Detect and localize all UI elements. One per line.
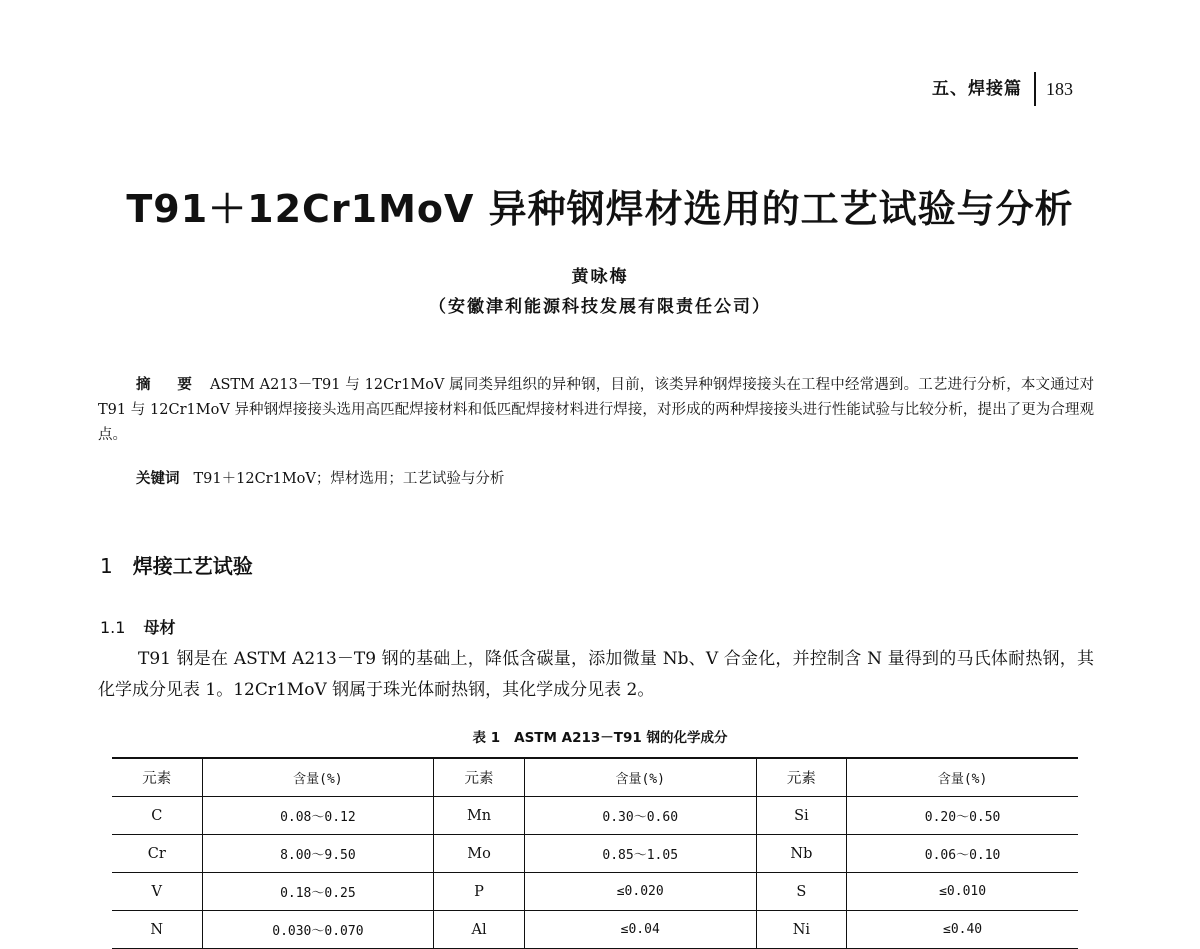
table-header-row: [112, 758, 1078, 797]
content-cell: 0.18～0.25: [202, 873, 434, 911]
table-number: 表 1: [472, 730, 501, 746]
element-cell: Al: [434, 911, 525, 949]
element-cell: V: [112, 873, 202, 911]
section-heading-1: [100, 550, 253, 579]
header-cell: 元素: [756, 758, 847, 797]
abstract: [98, 372, 1094, 448]
running-section-title: 五、焊接篇: [932, 79, 1022, 99]
element-cell: P: [434, 873, 525, 911]
section-title: 焊接工艺试验: [132, 554, 253, 578]
content-cell: 0.20～0.50: [847, 797, 1078, 835]
element-cell: Mo: [434, 835, 525, 873]
element-cell: Cr: [112, 835, 202, 873]
content-cell: 0.030～0.070: [202, 911, 434, 949]
element-cell: Ni: [756, 911, 847, 949]
element-cell: N: [112, 911, 202, 949]
section-number: 1: [100, 554, 113, 578]
content-cell: ≤0.020: [524, 873, 756, 911]
element-cell: C: [112, 797, 202, 835]
paper-title: T91＋12Cr1MoV 异种钢焊材选用的工艺试验与分析: [126, 187, 1074, 231]
body-paragraph: T91 钢是在 ASTM A213－T9 钢的基础上，降低含碳量，添加微量 Nb、V 合金化，并控制含 N 量得到的马氏体耐热钢，其化学成分见表 1。12Cr1MoV 钢属于珠光体耐热钢，其化学成分见表 2。: [98, 649, 1094, 700]
keywords-label: 关键词: [136, 470, 180, 487]
subsection-heading-1-1: [100, 615, 175, 638]
table-row: [112, 797, 1078, 835]
content-cell: 0.06～0.10: [847, 835, 1078, 873]
content-cell: ≤0.40: [847, 911, 1078, 949]
table-row: [112, 873, 1078, 911]
table-caption: [0, 726, 1200, 746]
header-cell: 含量(%): [524, 758, 756, 797]
content-cell: 8.00～9.50: [202, 835, 434, 873]
element-cell: Si: [756, 797, 847, 835]
element-cell: Nb: [756, 835, 847, 873]
element-cell: Mn: [434, 797, 525, 835]
header-cell: 含量(%): [202, 758, 434, 797]
abstract-paragraph: [98, 372, 1094, 448]
subsection-number: 1.1: [100, 618, 126, 637]
table-row: [112, 911, 1078, 949]
element-cell: S: [756, 873, 847, 911]
header-cell: 含量(%): [847, 758, 1078, 797]
content-cell: 0.30～0.60: [524, 797, 756, 835]
content-cell: ≤0.04: [524, 911, 756, 949]
author-affiliation: （安徽津利能源科技发展有限责任公司）: [429, 297, 771, 317]
table-title: ASTM A213－T91 钢的化学成分: [514, 730, 728, 746]
header-cell: 元素: [112, 758, 202, 797]
content-cell: 0.08～0.12: [202, 797, 434, 835]
keywords-text: T91＋12Cr1MoV；焊材选用；工艺试验与分析: [193, 471, 505, 487]
keywords: [136, 466, 504, 492]
abstract-text: ASTM A213－T91 与 12Cr1MoV 属同类异组织的异种钢，目前，该类异种钢焊接接头在工程中经常遇到。工艺进行分析，本文通过对 T91 与 12Cr1MoV 异种钢焊接接头选用高匹配焊接材料和低匹配焊接材料进行焊接，对形成的两种焊接接头进行性能试验与比较分析，提出了更为合理观点。: [98, 377, 1095, 443]
abstract-label: 摘 要: [136, 376, 198, 393]
author-name: 黄咏梅: [571, 267, 629, 287]
running-header: [932, 72, 1073, 106]
subsection-title: 母材: [143, 618, 176, 637]
content-cell: 0.85～1.05: [524, 835, 756, 873]
table-row: [112, 835, 1078, 873]
chemical-composition-table: [112, 757, 1078, 949]
header-cell: 元素: [434, 758, 525, 797]
content-cell: ≤0.010: [847, 873, 1078, 911]
page-number: 183: [1046, 79, 1073, 99]
